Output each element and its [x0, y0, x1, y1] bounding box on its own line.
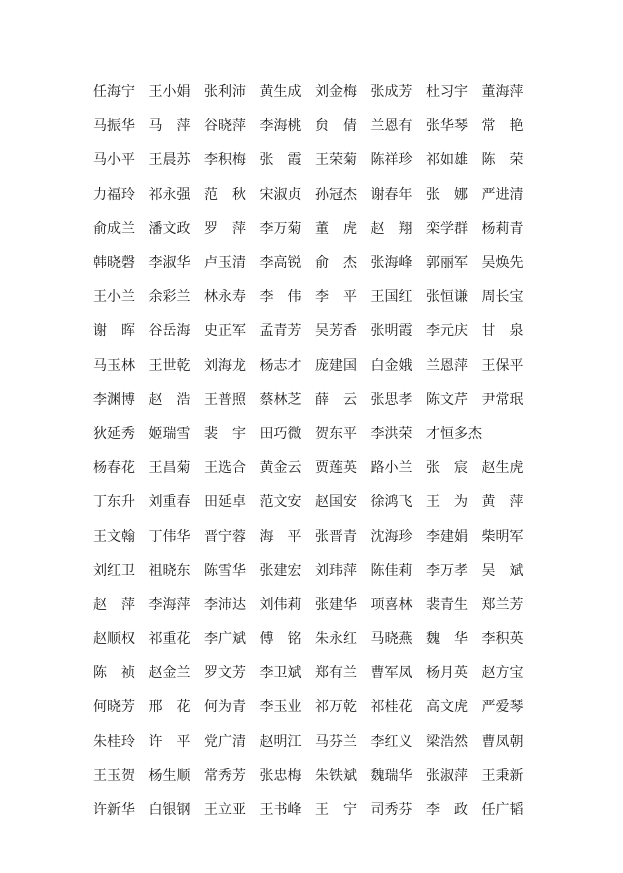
- person-name: 沈海珍: [370, 528, 413, 545]
- person-name: 杨志才: [259, 357, 302, 374]
- person-name: 谷岳海: [148, 323, 191, 340]
- person-name: 刘金梅: [315, 84, 357, 101]
- person-name: 党广清: [204, 733, 246, 750]
- name-row: [93, 519, 543, 553]
- person-name: 李红义: [370, 733, 413, 750]
- person-name: 贾莲英: [315, 460, 357, 477]
- person-name: 李高锐: [259, 255, 302, 272]
- name-row: [93, 212, 543, 246]
- person-name: 马芬兰: [315, 733, 357, 750]
- person-name: 陈祥珍: [370, 152, 413, 169]
- person-name: 何晓芳: [93, 699, 135, 716]
- person-name: 郑兰芳: [481, 596, 524, 613]
- person-name: 陈 祯: [93, 665, 135, 682]
- person-name: 白金娥: [370, 357, 413, 374]
- person-name: 张建华: [315, 596, 357, 613]
- person-name: 黄 萍: [481, 494, 524, 511]
- person-name: 张思孝: [370, 391, 413, 408]
- person-name: 王书峰: [259, 802, 302, 819]
- person-name: 白银钢: [148, 802, 191, 819]
- person-name: 罗 萍: [204, 220, 246, 237]
- person-name: 王国红: [370, 289, 413, 306]
- person-name: 卢玉清: [204, 255, 246, 272]
- person-name: 张 娜: [426, 186, 468, 203]
- person-name: 项喜林: [370, 596, 413, 613]
- person-name: 贺东平: [315, 425, 357, 442]
- person-name: 王昌菊: [148, 460, 191, 477]
- person-name: 杨生顺: [148, 767, 191, 784]
- person-name: 朱铁斌: [315, 767, 357, 784]
- person-name: 邢 花: [148, 699, 191, 716]
- person-name: 魏瑞华: [370, 767, 413, 784]
- person-name: 陈佳莉: [370, 562, 413, 579]
- person-name: 王世乾: [148, 357, 191, 374]
- person-name: 朱永红: [315, 631, 357, 648]
- person-name: 李玉业: [259, 699, 302, 716]
- person-name: 俞成兰: [93, 220, 135, 237]
- person-name: 傅 铭: [259, 631, 302, 648]
- name-row: [93, 793, 543, 827]
- person-name: 黄金云: [259, 460, 302, 477]
- person-name: 李卫斌: [259, 665, 302, 682]
- person-name: 梁浩然: [426, 733, 468, 750]
- person-name: 马振华: [93, 118, 135, 135]
- person-name: 祖晓东: [148, 562, 191, 579]
- person-name: 张华琴: [426, 118, 468, 135]
- person-name: 裴青生: [426, 596, 468, 613]
- person-name: 尹常珉: [481, 391, 524, 408]
- person-name: 李万菊: [259, 220, 302, 237]
- person-name: 杜习宇: [426, 84, 468, 101]
- person-name: 兰恩萍: [426, 357, 468, 374]
- person-name: 赵 翔: [370, 220, 413, 237]
- person-name: 甘 泉: [481, 323, 524, 340]
- person-name: 祁如雄: [426, 152, 468, 169]
- person-name: 张晋青: [315, 528, 357, 545]
- person-name: 赵国安: [315, 494, 357, 511]
- person-name: 马玉林: [93, 357, 135, 374]
- person-name: 严进清: [481, 186, 524, 203]
- person-name: 王小娟: [148, 84, 191, 101]
- person-name: 刘海龙: [204, 357, 246, 374]
- person-name: 吴 斌: [481, 562, 524, 579]
- person-name: 宋淑贞: [259, 186, 302, 203]
- person-name: 范 秋: [204, 186, 246, 203]
- person-name: 徐鸿飞: [370, 494, 413, 511]
- name-row: [93, 383, 543, 417]
- person-name: 王选合: [204, 460, 246, 477]
- person-name: 晋宁蓉: [204, 528, 246, 545]
- person-name: 丁伟华: [148, 528, 191, 545]
- person-name: 常 艳: [481, 118, 524, 135]
- person-name: 朱桂玲: [93, 733, 135, 750]
- person-name: 刘重春: [148, 494, 191, 511]
- person-name: 王 宁: [315, 802, 357, 819]
- person-name: 王晨苏: [148, 152, 191, 169]
- person-name: 谢春年: [370, 186, 413, 203]
- person-name: 王保平: [481, 357, 524, 374]
- person-name: 李海桃: [259, 118, 302, 135]
- person-name: 马 萍: [148, 118, 191, 135]
- person-name: 黄生成: [259, 84, 302, 101]
- person-name: 史正军: [204, 323, 246, 340]
- person-name: 李 平: [315, 289, 357, 306]
- name-row: [93, 588, 543, 622]
- person-name: 张成芳: [370, 84, 413, 101]
- person-name: 赵金兰: [148, 665, 191, 682]
- name-row: [93, 417, 543, 451]
- person-name: 刘玮萍: [315, 562, 357, 579]
- person-name: 赵 萍: [93, 596, 135, 613]
- name-row: [93, 622, 543, 656]
- person-name: 祁万乾: [315, 699, 357, 716]
- person-name: 薛 云: [315, 391, 357, 408]
- name-row: [93, 690, 543, 724]
- person-name: 孟青芳: [259, 323, 302, 340]
- name-row: [93, 178, 543, 212]
- person-name: 路小兰: [370, 460, 413, 477]
- person-name: 潘文政: [148, 220, 191, 237]
- person-name: 刘伟莉: [259, 596, 302, 613]
- person-name: 蔡林芝: [259, 391, 302, 408]
- person-name: 曹军凤: [370, 665, 413, 682]
- person-name: 郭丽军: [426, 255, 468, 272]
- person-name: 李万孝: [426, 562, 468, 579]
- person-name: 柴明军: [481, 528, 524, 545]
- name-row: [93, 485, 543, 519]
- person-name: 李淑华: [148, 255, 191, 272]
- person-name: 李 政: [426, 802, 468, 819]
- person-name: 裴 宇: [204, 425, 246, 442]
- person-name: 李渊博: [93, 391, 135, 408]
- person-name: 陈文芹: [426, 391, 468, 408]
- person-name: 周长宝: [481, 289, 524, 306]
- person-name: 张忠梅: [259, 767, 302, 784]
- person-name: 贠 倩: [315, 118, 357, 135]
- person-name: 丁东升: [93, 494, 135, 511]
- person-name: 李 伟: [259, 289, 302, 306]
- person-name: 林永寿: [204, 289, 246, 306]
- person-name: 田巧微: [259, 425, 302, 442]
- name-row: [93, 349, 543, 383]
- person-name: 马晓燕: [370, 631, 413, 648]
- person-name: 张利沛: [204, 84, 246, 101]
- person-name: 赵明江: [259, 733, 302, 750]
- person-name: 曹凤朝: [481, 733, 524, 750]
- name-row: [93, 143, 543, 177]
- person-name: 余彩兰: [148, 289, 191, 306]
- name-row: [93, 451, 543, 485]
- person-name: 孙冠杰: [315, 186, 357, 203]
- name-list: [93, 75, 543, 827]
- person-name: 杨月英: [426, 665, 468, 682]
- person-name: 何为青: [204, 699, 246, 716]
- person-name: 王玉贺: [93, 767, 135, 784]
- person-name: 杨春花: [93, 460, 135, 477]
- person-name: 张恒谦: [426, 289, 468, 306]
- person-name: 李积英: [481, 631, 524, 648]
- person-name: 韩晓磬: [93, 255, 135, 272]
- person-name: 董 虎: [315, 220, 357, 237]
- person-name: 许新华: [93, 802, 135, 819]
- name-row: [93, 109, 543, 143]
- person-name: 严爱琴: [481, 699, 524, 716]
- person-name: 田延卓: [204, 494, 246, 511]
- person-name: 张 宸: [426, 460, 468, 477]
- person-name: 赵生虎: [481, 460, 524, 477]
- person-name: 吴焕先: [481, 255, 524, 272]
- name-row: [93, 725, 543, 759]
- person-name: 高文虎: [426, 699, 468, 716]
- person-name: 李积梅: [204, 152, 246, 169]
- person-name: 姬瑞雪: [148, 425, 191, 442]
- person-name: 王立亚: [204, 802, 246, 819]
- person-name: 张海峰: [370, 255, 413, 272]
- person-name: 陈 荣: [481, 152, 524, 169]
- person-name: 杨莉青: [481, 220, 524, 237]
- person-name: 李洪荣: [370, 425, 413, 442]
- person-name: 祁桂花: [370, 699, 413, 716]
- person-name: 王 为: [426, 494, 468, 511]
- person-name: 狄延秀: [93, 425, 135, 442]
- person-name: 董海萍: [481, 84, 524, 101]
- person-name: 李广斌: [204, 631, 246, 648]
- person-name: 庞建国: [315, 357, 357, 374]
- person-name: 李元庆: [426, 323, 468, 340]
- name-row: [93, 554, 543, 588]
- person-name: 王文翰: [93, 528, 135, 545]
- person-name: 刘红卫: [93, 562, 135, 579]
- person-name: 赵 浩: [148, 391, 191, 408]
- person-name: 许 平: [148, 733, 191, 750]
- name-row: [93, 280, 543, 314]
- person-name: 司秀芬: [370, 802, 413, 819]
- person-name: 力福玲: [93, 186, 135, 203]
- person-name: 王秉新: [481, 767, 524, 784]
- person-name: 郑有兰: [315, 665, 357, 682]
- person-name: 吴芳香: [315, 323, 357, 340]
- person-name: 李海萍: [148, 596, 191, 613]
- person-name: 谷晓萍: [204, 118, 246, 135]
- name-row: [93, 246, 543, 280]
- person-name: 兰恩有: [370, 118, 413, 135]
- person-name: 李建娟: [426, 528, 468, 545]
- person-name: 赵方宝: [481, 665, 524, 682]
- person-name: 范文安: [259, 494, 302, 511]
- person-name: 谢 晖: [93, 323, 135, 340]
- person-name: 王小兰: [93, 289, 135, 306]
- person-name: 祁重花: [148, 631, 191, 648]
- person-name: 任海宁: [93, 84, 135, 101]
- person-name: 张 霞: [259, 152, 302, 169]
- person-name: 陈雪华: [204, 562, 246, 579]
- person-name: 张建宏: [259, 562, 302, 579]
- person-name: 李沛达: [204, 596, 246, 613]
- name-row: [93, 759, 543, 793]
- person-name: 王普照: [204, 391, 246, 408]
- person-name: 栾学群: [426, 220, 468, 237]
- person-name: 海 平: [259, 528, 302, 545]
- person-name: 祁永强: [148, 186, 191, 203]
- person-name: 马小平: [93, 152, 135, 169]
- name-row: [93, 75, 543, 109]
- person-name: 常秀芳: [204, 767, 246, 784]
- person-name: 任广韬: [481, 802, 524, 819]
- person-name: 张明霞: [370, 323, 413, 340]
- person-name: 王荣菊: [315, 152, 357, 169]
- person-name: 魏 华: [426, 631, 468, 648]
- person-name: 赵顺权: [93, 631, 135, 648]
- name-row: [93, 314, 543, 348]
- person-name: 罗文芳: [204, 665, 246, 682]
- name-row: [93, 656, 543, 690]
- person-name: 才恒多杰: [426, 425, 482, 442]
- person-name: 俞 杰: [315, 255, 357, 272]
- person-name: 张淑萍: [426, 767, 468, 784]
